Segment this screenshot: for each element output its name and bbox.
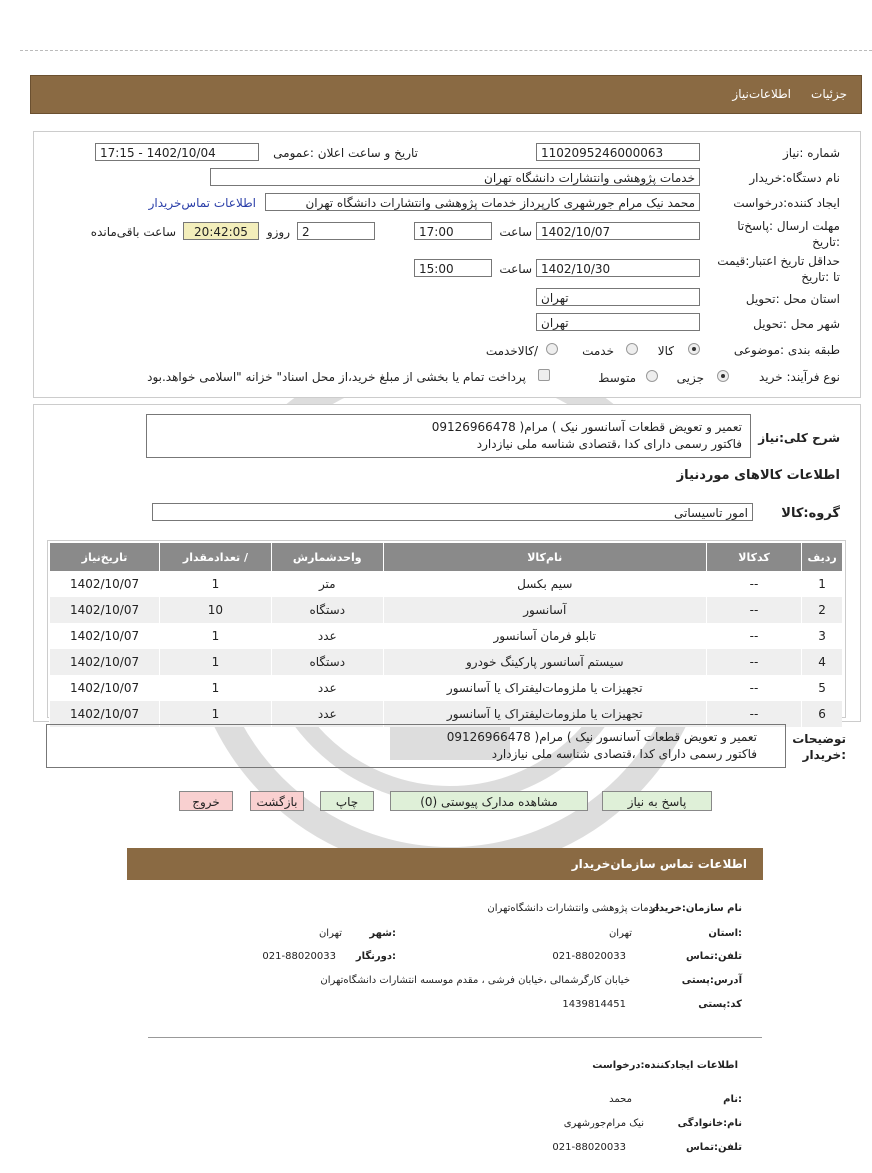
reply-button[interactable]: پاسخ به نیاز [602, 791, 712, 811]
buyer-label: نام دستگاه:خریدار [749, 171, 840, 185]
print-button[interactable]: چاپ [320, 791, 374, 811]
cell-unit: دستگاه [271, 597, 383, 623]
buyer-notes-line-1: تعمیر و تعویض قطعات آسانسور نیک ) مرام( 09126966478 [446, 730, 757, 744]
table-row [50, 649, 843, 675]
postal-label: کد:پستی [698, 999, 742, 1010]
buyer-field: خدمات پژوهشی وانتشارات دانشگاه تهران [210, 168, 700, 186]
province-contact-value: تهران [608, 928, 632, 939]
process-partial-radio[interactable] [717, 370, 729, 382]
group-field: امور تاسیساتی [152, 503, 753, 521]
cell-date: 1402/10/07 [50, 597, 160, 623]
process-medium-radio[interactable] [646, 370, 658, 382]
creator-phone-value: 021-88020033 [552, 1142, 626, 1153]
tab-bar [30, 75, 862, 114]
province-contact-label: :استان [708, 928, 742, 939]
cell-row: 6 [802, 701, 842, 727]
treasury-payment-label: پرداخت تمام یا بخشی از مبلغ خرید،از محل اسناد" خزانه "اسلامی خواهد.بود [147, 370, 526, 384]
table-row [50, 623, 843, 649]
cell-qty: 1 [160, 571, 272, 597]
col-qty: / تعدادمقدار [160, 543, 272, 571]
city-contact-value: تهران [318, 928, 342, 939]
cell-name: آسانسور [383, 597, 706, 623]
org-label: نام سازمان:خریدار [649, 903, 742, 914]
days-field: 2 [297, 222, 375, 240]
deadline-time-label: ساعت [499, 225, 532, 239]
col-row: ردیف [802, 543, 842, 571]
cell-code: -- [706, 675, 801, 701]
fax-value: 021-88020033 [262, 951, 336, 962]
cell-qty: 1 [160, 701, 272, 727]
summary-label: شرح کلی:نیاز [758, 431, 840, 445]
summary-line-2: فاکتور رسمی دارای کدا ،قتصادی شناسه ملی نیازدارد [476, 437, 742, 451]
creator-field: محمد نیک مرام جورشهری کارپرداز خدمات پژوهشی وانتشارات دانشگاه تهران [265, 193, 700, 211]
creator-label: ایجاد کننده:درخواست [733, 196, 840, 210]
deadline-date-field: 1402/10/07 [536, 222, 700, 240]
category-goods-label: کالا [657, 344, 674, 358]
cell-code: -- [706, 649, 801, 675]
cell-row: 5 [802, 675, 842, 701]
col-name: نام‌کالا [383, 543, 706, 571]
cell-unit: دستگاه [271, 649, 383, 675]
col-unit: واحدشمارش [271, 543, 383, 571]
cell-code: -- [706, 623, 801, 649]
category-goods-radio[interactable] [688, 343, 700, 355]
group-label: گروه:کالا [781, 506, 840, 521]
validity-date-field: 1402/10/30 [536, 259, 700, 277]
summary-textarea [146, 414, 751, 458]
address-value: خیابان کارگرشمالی ،خیابان فرشی ، مقدم موسسه انتشارات دانشگاه‌تهران [320, 975, 630, 986]
tab-need-info[interactable]: اطلاعات‌نیاز [732, 87, 791, 101]
contact-heading: اطلاعات تماس سازمان‌خریدار [127, 848, 763, 880]
treasury-payment-checkbox[interactable] [538, 369, 550, 381]
process-medium-label: متوسط [598, 371, 636, 385]
process-label: نوع فرآیند: خرید [759, 370, 840, 384]
cell-code: -- [706, 701, 801, 727]
province-label: استان محل :تحویل [745, 292, 840, 306]
creator-phone-label: تلفن:تماس [685, 1142, 742, 1153]
cell-row: 4 [802, 649, 842, 675]
address-label: آدرس:پستی [681, 975, 742, 986]
category-label: طبقه بندی :موضوعی [733, 343, 840, 357]
phone-value: 021-88020033 [552, 951, 626, 962]
tab-details[interactable]: جزئیات [811, 87, 847, 101]
family-value: نیک مرام‌جورشهری [563, 1118, 644, 1129]
org-value: خدمات پژوهشی وانتشارات دانشگاه‌تهران [487, 903, 660, 914]
category-service-radio[interactable] [626, 343, 638, 355]
back-button[interactable]: بازگشت [250, 791, 304, 811]
need-number-label: شماره :نیاز [783, 146, 840, 160]
cell-name: سیستم آسانسور پارکینگ خودرو [383, 649, 706, 675]
cell-name: تجهیزات یا ملزومات‌لیفتراک یا آسانسور [383, 675, 706, 701]
cell-unit: متر [271, 571, 383, 597]
col-code: کدکالا [706, 543, 801, 571]
top-divider [20, 50, 872, 51]
cell-name: تابلو فرمان آسانسور [383, 623, 706, 649]
cell-qty: 1 [160, 675, 272, 701]
remaining-time-field: 20:42:05 [183, 222, 259, 240]
name-label: :نام [723, 1094, 742, 1105]
postal-value: 1439814451 [562, 999, 626, 1010]
creator-heading: اطلاعات ایجادکننده:درخواست [592, 1060, 738, 1071]
col-date: تاریخ‌نیاز [50, 543, 160, 571]
announce-label: تاریخ و ساعت اعلان :عمومی [273, 146, 418, 160]
process-partial-label: جزیی [676, 371, 704, 385]
validity-time-label: ساعت [499, 262, 532, 276]
cell-name: تجهیزات یا ملزومات‌لیفتراک یا آسانسور [383, 701, 706, 727]
city-field: تهران [536, 313, 700, 331]
remaining-label: ساعت باقی‌مانده [90, 225, 176, 239]
buyer-notes-line-2: فاکتور رسمی دارای کدا ،قتصادی شناسه ملی نیازدارد [491, 747, 757, 761]
cell-name: سیم بکسل [383, 571, 706, 597]
table-row [50, 597, 843, 623]
cell-row: 2 [802, 597, 842, 623]
cell-row: 3 [802, 623, 842, 649]
table-row [50, 571, 843, 597]
cell-date: 1402/10/07 [50, 623, 160, 649]
buyer-notes-label: توضیحات :خریدار [792, 732, 846, 762]
buyer-notes-textarea [46, 724, 786, 768]
fax-label: :دورنگار [355, 951, 396, 962]
category-service-label: خدمت [582, 344, 614, 358]
min-validity-label: حداقل تاریخ اعتبار:قیمت تا :تاریخ [717, 254, 840, 284]
days-label: روزو [266, 225, 290, 239]
cell-qty: 10 [160, 597, 272, 623]
city-label: شهر محل :تحویل [753, 317, 840, 331]
category-goods-service-label: /کالاخدمت [485, 344, 538, 358]
phone-label: تلفن:تماس [685, 951, 742, 962]
contact-divider [148, 1037, 762, 1038]
validity-time-field: 15:00 [414, 259, 492, 277]
cell-date: 1402/10/07 [50, 701, 160, 727]
cell-code: -- [706, 597, 801, 623]
exit-button[interactable]: خروج [179, 791, 233, 811]
cell-date: 1402/10/07 [50, 675, 160, 701]
cell-unit: عدد [271, 675, 383, 701]
announce-field: 1402/10/04 - 17:15 [95, 143, 259, 161]
category-goods-service-radio[interactable] [546, 343, 558, 355]
need-number-field: 1102095246000063 [536, 143, 700, 161]
cell-unit: عدد [271, 701, 383, 727]
cell-code: -- [706, 571, 801, 597]
items-table [49, 543, 842, 727]
name-value: محمد [609, 1094, 632, 1105]
cell-unit: عدد [271, 623, 383, 649]
summary-line-1: تعمیر و تعویض قطعات آسانسور نیک ) مرام( 09126966478 [431, 420, 742, 434]
cell-qty: 1 [160, 649, 272, 675]
cell-date: 1402/10/07 [50, 571, 160, 597]
family-label: نام:خانوادگی [677, 1118, 742, 1129]
cell-qty: 1 [160, 623, 272, 649]
deadline-time-field: 17:00 [414, 222, 492, 240]
table-row [50, 675, 843, 701]
buyer-contact-link[interactable]: اطلاعات تماس‌خریدار [148, 196, 256, 210]
view-attachments-button[interactable]: مشاهده مدارک پیوستی (0) [390, 791, 588, 811]
province-field: تهران [536, 288, 700, 306]
city-contact-label: :شهر [369, 928, 396, 939]
deadline-label: مهلت ارسال :پاسخ‌تا :تاریخ [737, 219, 840, 249]
cell-date: 1402/10/07 [50, 649, 160, 675]
cell-row: 1 [802, 571, 842, 597]
items-heading: اطلاعات کالاهای موردنیاز [676, 468, 840, 483]
